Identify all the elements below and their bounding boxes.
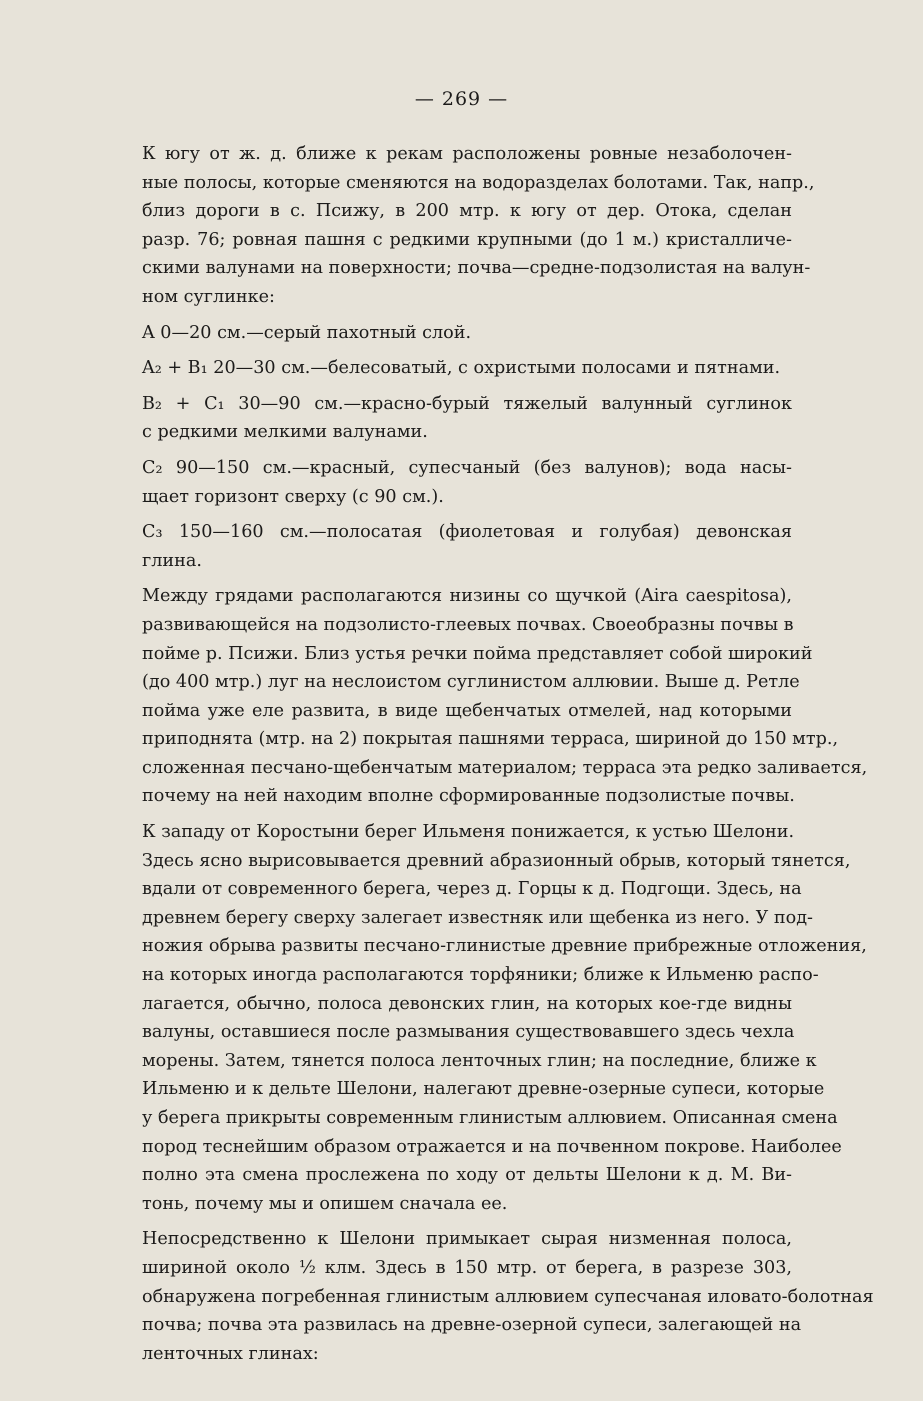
paragraph [142,518,792,575]
text-line: ленточных глинах: [142,1343,319,1364]
text-line: C₃ 150—160 см.—полосатая (фиолетовая и голубая) девонская [142,522,792,543]
text-line: у берега прикрыты современным глинистым аллювием. Описанная смена [142,1108,838,1128]
text-line: сложенная песчано-щебенчатым материалом; терраса эта редко заливается, [142,757,868,778]
text-line: на которых иногда располагаются торфяники; ближе к Ильменю распо- [142,965,819,986]
text-line: ные полосы, которые сменяются на водоразделах болотами. Так, напр., [142,172,815,193]
text-line: Ильменю и к дельте Шелони, налегают древне-озерные супеси, которые [142,1079,825,1100]
paragraph [142,319,792,348]
text-line: лагается, обычно, полоса девонских глин, на которых кое-где видны [142,993,792,1014]
paragraph [142,140,815,312]
text-line: обнаружена погребенная глинистым аллювием супесчаная иловато-болотная [142,1286,874,1307]
text-line: К западу от Коростыни берег Ильменя понижается, к устью Шелони. [142,822,795,843]
text-line: валуны, оставшиеся после размывания существовавшего здесь чехла [142,1022,795,1043]
text-line: Здесь ясно вырисовывается древний абразионный обрыв, который тянется, [142,850,851,871]
page-number: — 269 — [414,88,509,110]
text-line: древнем берегу сверху залегает известняк или щебенка из него. У под- [142,907,813,928]
text-line: ножия обрыва развиты песчано-глинистые древние прибрежные отложения, [142,936,867,957]
text-line: почва; почва эта развилась на древне-озерной супеси, залегающей на [142,1315,802,1336]
text-line: Между грядами располагаются низины со щучкой (Aira caespitosa), [142,586,792,607]
text-line: развивающейся на подзолисто-глеевых почвах. Своеобразны почвы в [142,614,794,635]
body-text [142,140,874,1368]
text-line: A₂ + B₁ 20—30 см.—белесоватый, с охристыми полосами и пятнами. [142,358,781,379]
text-line: B₂ + C₁ 30—90 см.—красно-бурый тяжелый валунный суглинок [142,393,792,414]
paragraph [142,582,868,811]
text-line: C₂ 90—150 см.—красный, супесчаный (без валунов); вода насы- [142,457,792,478]
text-line: Непосредственно к Шелони примыкает сырая низменная полоса, [142,1229,792,1250]
text-line: близ дороги в с. Псижу, в 200 мтр. к югу от дер. Отока, сделан [142,201,792,222]
paragraph [142,818,867,1218]
paragraph [142,354,792,383]
text-line: К югу от ж. д. ближе к рекам расположены ровные незаболочен- [142,144,792,164]
text-line: A 0—20 см.—серый пахотный слой. [142,322,472,343]
text-line: тонь, почему мы и опишем сначала ее. [142,1193,508,1214]
text-line: вдали от современного берега, через д. Горцы к д. Подгощи. Здесь, на [142,879,802,900]
text-line: (до 400 мтр.) луг на неслоистом суглинистом аллювии. Выше д. Ретле [142,672,800,693]
paragraph [142,1225,874,1368]
text-line: пород теснейшим образом отражается и на почвенном покрове. Наиболее [142,1136,842,1157]
text-line: пойме р. Псижи. Близ устья речки пойма представляет собой широкий [142,643,813,664]
text-line: приподнята (мтр. на 2) покрытая пашнями терраса, шириной до 150 мтр., [142,729,839,750]
text-line: шириной около ½ клм. Здесь в 150 мтр. от берега, в разрезе 303, [142,1257,792,1278]
text-line: пойма уже еле развита, в виде щебенчатых отмелей, над которыми [142,700,792,721]
text-line: щает горизонт сверху (с 90 см.). [142,486,444,507]
text-line: ном суглинке: [142,286,275,307]
text-line: полно эта смена прослежена по ходу от дельты Шелони к д. М. Ви- [142,1165,792,1186]
text-line: почему на ней находим вполне сформированные подзолистые почвы. [142,786,795,807]
paragraph [142,390,792,447]
text-line: глина. [142,550,202,571]
text-line: разр. 76; ровная пашня с редкими крупными (до 1 м.) кристалличе- [142,229,792,250]
text-line: скими валунами на поверхности; почва—средне-подзолистая на валун- [142,258,811,279]
text-line: морены. Затем, тянется полоса ленточных глин; на последние, ближе к [142,1050,817,1071]
text-line: с редкими мелкими валунами. [142,422,428,443]
paragraph [142,454,792,511]
